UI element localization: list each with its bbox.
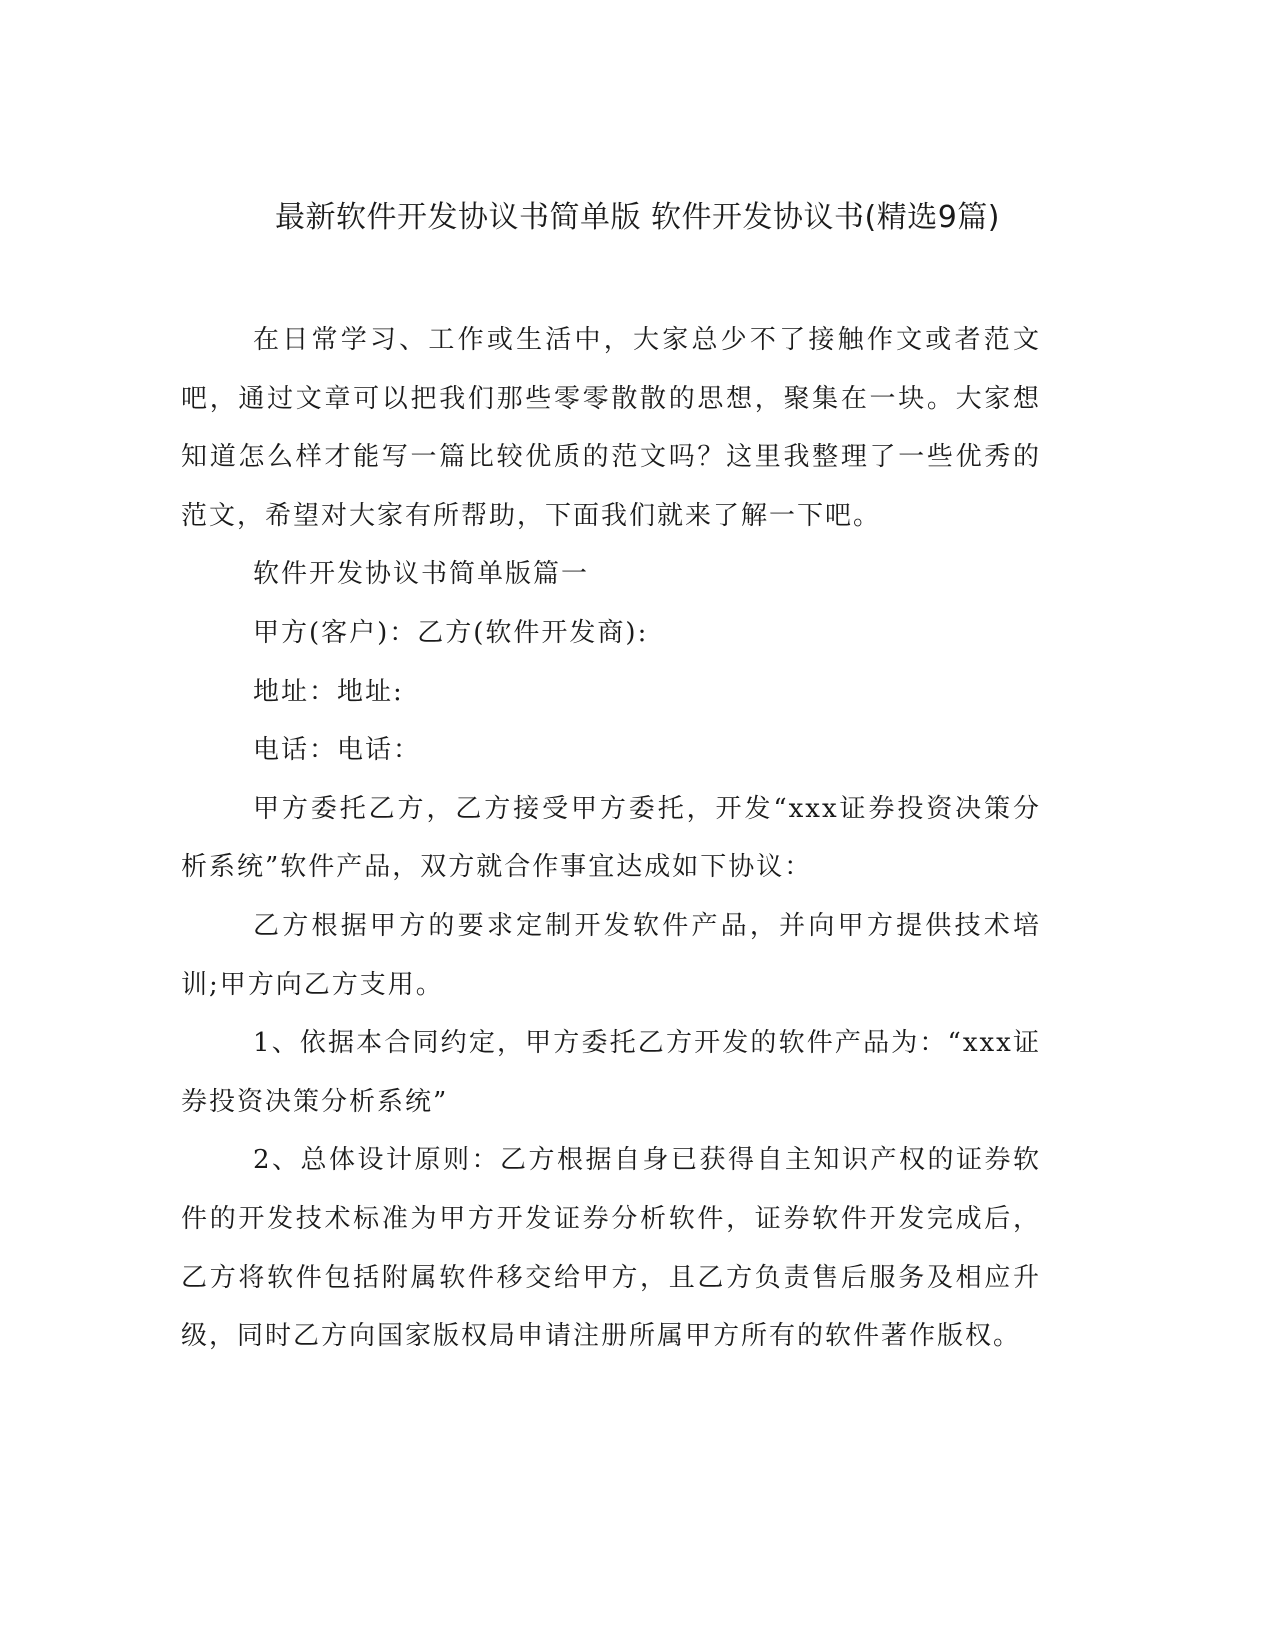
agreement-paragraph: 甲方委托乙方，乙方接受甲方委托，开发“xxx证券投资决策分析系统”软件产品，双方就合作事宜达成如下协议： [181, 793, 1041, 883]
clause-2: 2、总体设计原则：乙方根据自身已获得自主知识产权的证券软件的开发技术标准为甲方开发证券分析软件，证券软件开发完成后，乙方将软件包括附属软件移交给甲方，且乙方负责售后服务及相应升级，同时乙方向国家版权局申请注册所属甲方所有的软件著作版权。 [181, 1145, 1041, 1352]
document-body [181, 311, 1041, 1366]
document-title: 最新软件开发协议书简单版 软件开发协议书(精选9篇) [274, 200, 1001, 235]
scope-paragraph: 乙方根据甲方的要求定制开发软件产品，并向甲方提供技术培训;甲方向乙方支用。 [181, 910, 1041, 1000]
clause-1: 1、依据本合同约定，甲方委托乙方开发的软件产品为：“xxx证券投资决策分析系统” [181, 1028, 1041, 1117]
phone-line: 电话：电话： [253, 735, 422, 766]
address-line: 地址：地址: [253, 676, 404, 707]
intro-paragraph: 在日常学习、工作或生活中，大家总少不了接触作文或者范文吧，通过文章可以把我们那些零零散散的思想，聚集在一块。大家想知道怎么样才能写一篇比较优质的范文吗？这里我整理了一些优秀的范文，希望对大家有所帮助，下面我们就来了解一下吧。 [181, 325, 1041, 531]
section-heading: 软件开发协议书简单版篇一 [253, 559, 590, 590]
party-line: 甲方(客户)：乙方(软件开发商): [253, 617, 649, 648]
